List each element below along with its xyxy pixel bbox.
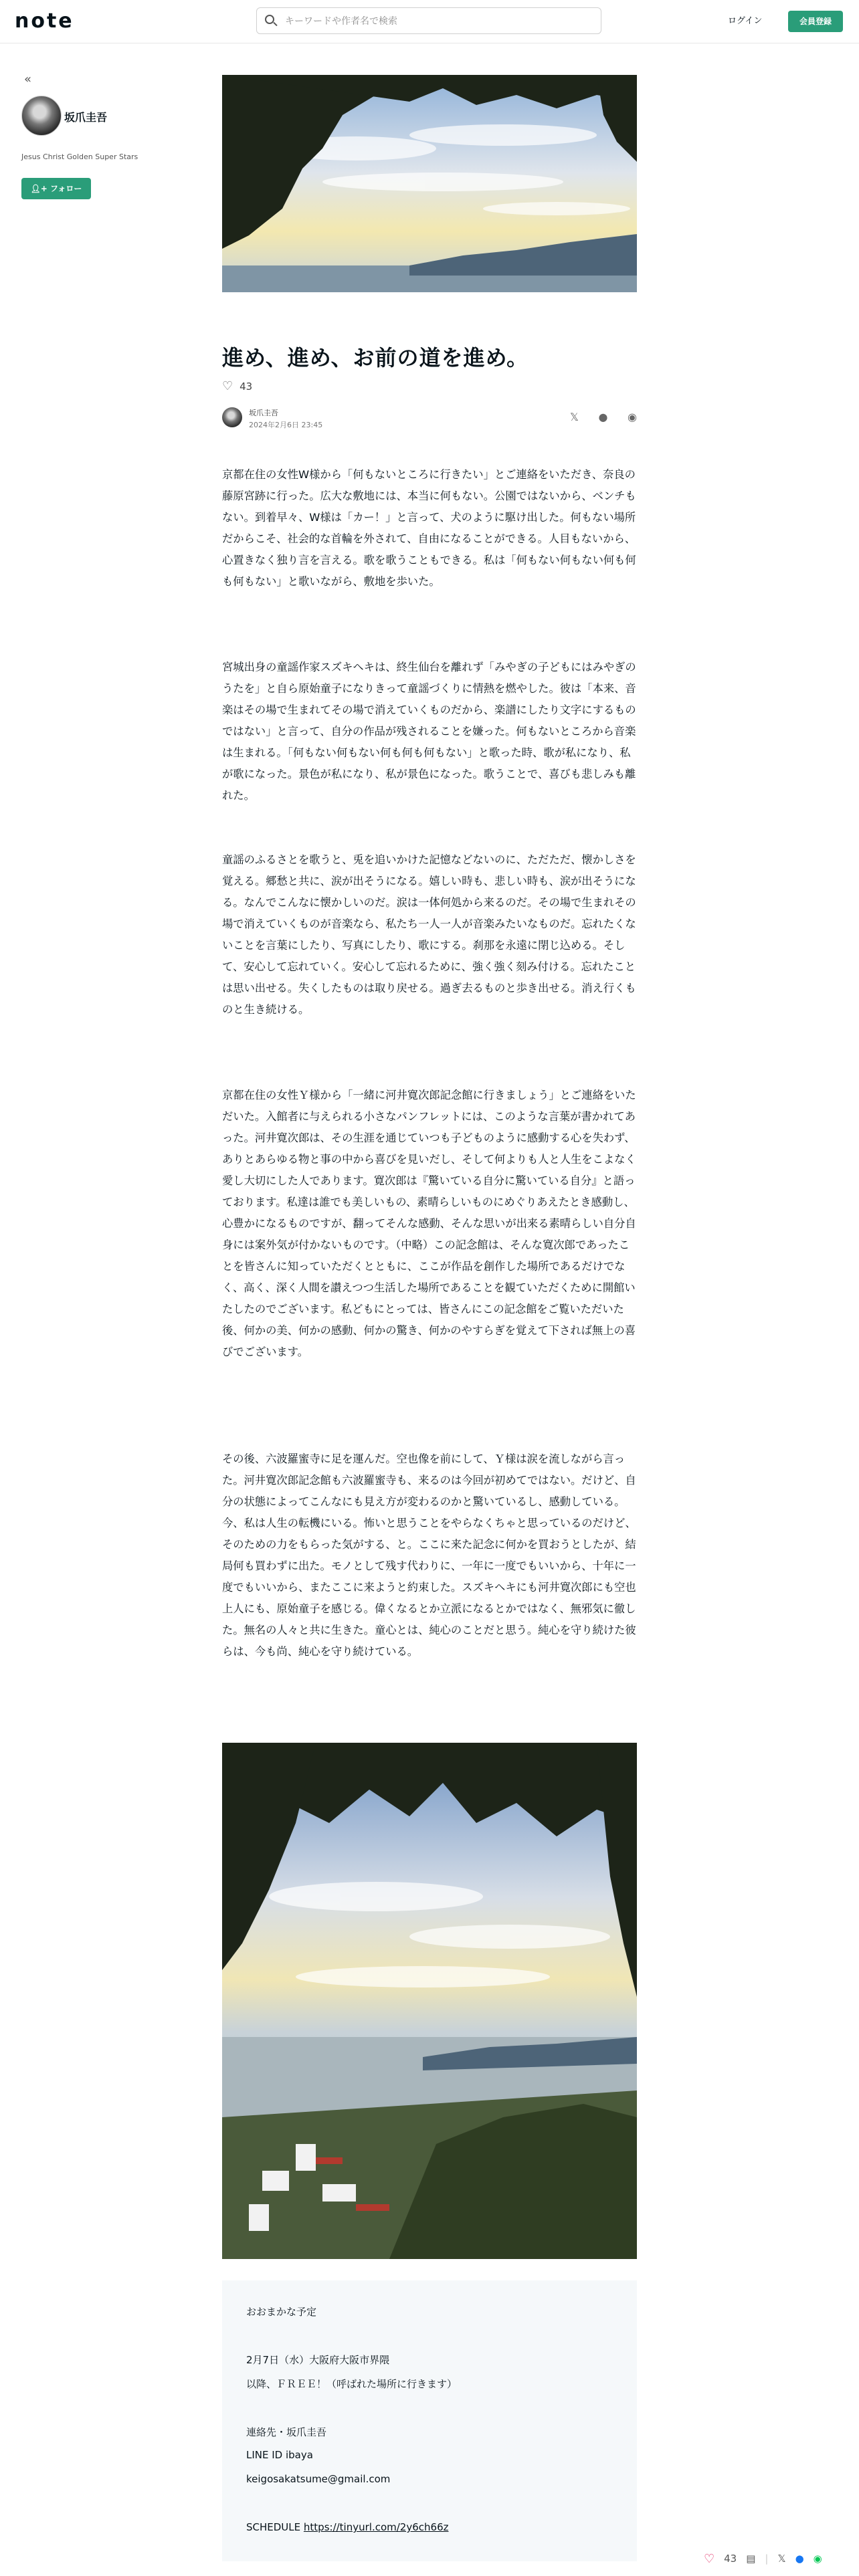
heart-icon[interactable]: ♡ [704, 2551, 715, 2566]
note-logo[interactable]: note [15, 9, 74, 33]
schedule-item: 2月7日（水）大阪府大阪市界隈 [246, 2354, 390, 2366]
schedule-prefix: SCHEDULE [246, 2521, 301, 2533]
author-avatar[interactable] [21, 96, 62, 136]
article-paragraph: 京都在住の女性W様から「何もないところに行きたい」とご連絡をいただき、奈良の藤原宮跡に行った。広大な敷地には、本当に何もない。公園ではないから、ベンチもない。到着早々、W様は「カー！」と言って、犬のように駆け出した。何もない場所だからこそ、社会的な首輪を外されて、自由になることができる。人目もないから、心置きなく独り言を言える。歌を歌うこともできる。私は「何もない何もない何も何も何もない」と歌いながら、敷地を歩いた。 [222, 468, 636, 588]
search-input[interactable] [284, 8, 594, 35]
collapse-sidebar-icon[interactable]: « [24, 72, 32, 86]
line-icon[interactable]: ◉ [813, 2553, 822, 2565]
line-id: LINE ID ibaya [246, 2449, 313, 2461]
follow-label: フォロー [50, 184, 82, 193]
facebook-icon[interactable]: ● [598, 411, 608, 423]
share-icons [570, 411, 637, 423]
article-paragraph: 宮城出身の童謡作家スズキヘキは、終生仙台を離れず「みやぎの子どもにはみやぎのうたを」と自ら原始童子になりきって童謡づくりに情熱を燃やした。彼は「本来、音楽はその場で生まれてその場で消えていくものだから、楽譜にしたり文字にするものではない」と言って、自分の作品が残されることを嫌った。何もないところから音楽は生まれる。「何もない何もない何も何も何もない」と歌った時、歌が私になり、私が歌になった。景色が私になり、私が景色になった。歌うことで、喜びも悲しみも離れた。 [222, 661, 636, 802]
contact-label: 連絡先・坂爪圭吾 [246, 2426, 327, 2438]
like-count-value: 43 [240, 381, 253, 393]
schedule-link-row [246, 2521, 448, 2533]
heart-icon[interactable]: ♡ [222, 379, 233, 393]
publish-date: 2024年2月6日 23:45 [249, 421, 323, 429]
article-title: 進め、進め、お前の道を進め。 [222, 345, 529, 370]
author-bio: Jesus Christ Golden Super Stars [21, 152, 138, 161]
magazine-icon[interactable]: ▤ [746, 2553, 756, 2565]
share-divider: | [765, 2553, 769, 2565]
x-logo-icon[interactable]: 𝕏 [777, 2553, 786, 2565]
info-heading: おおまかな予定 [246, 2306, 317, 2318]
author-name[interactable]: 坂爪圭吾 [64, 111, 108, 124]
article-paragraph: 京都在住の女性Ｙ様から「一緒に河井寛次郎記念館に行きましょう」とご連絡をいただいた。入館者に与えられる小さなパンフレットには、このような言葉が書かれてあった。河井寛次郎は、その生涯を通じていつも子どものように感動する心を失わず、ありとあらゆる物と事の中から喜びを見いだし、そして何よりも人と人生をこよなく愛し大切にした人であります。寛次郎は『驚いている自分に驚いている自分』と語っております。私達は誰でも美しいもの、素晴らしいものにめぐりあえたとき感動し、心豊かになるものですが、翻ってそんな感動、そんな思いが出来る素晴らしい自分自身には案外気が付かないものです。（中略）この記念館は、そんな寛次郎であったことを皆さんに知っていただくとともに、ここが作品を創作した場所であるだけでなく、高く、深く人間を讃えつつ生活した場所であることを観ていただくために開館いたしたのでございます。私どもにとっては、皆さんにこの記念館をご覧いただいた後、何かの美、何かの感動、何かの驚き、何かのやすらぎを覚えて下されば無上の喜びでございます。 [222, 1089, 636, 1358]
site-header [0, 0, 859, 43]
login-button[interactable]: ログイン [728, 16, 763, 26]
bottom-action-bar [704, 2549, 852, 2568]
coastal-sky-photo [222, 75, 637, 292]
facebook-icon[interactable]: ● [795, 2553, 804, 2565]
schedule-item: 以降、ＦＲＥＥ！（呼ばれた場所に行きます） [246, 2378, 458, 2390]
search-icon [265, 15, 274, 24]
x-logo-icon[interactable]: 𝕏 [570, 411, 579, 423]
schedule-link[interactable]: https://tinyurl.com/2y6ch66z [303, 2521, 449, 2533]
header-image [222, 75, 637, 292]
search-box[interactable] [256, 7, 601, 34]
byline-author[interactable]: 坂爪圭吾 [249, 409, 278, 417]
article-image [222, 1743, 637, 2259]
byline-avatar[interactable] [222, 407, 242, 427]
like-count[interactable] [222, 379, 252, 393]
follow-button[interactable] [21, 178, 91, 199]
article-paragraph: その後、六波羅蜜寺に足を運んだ。空也像を前にして、Ｙ様は涙を流しながら言った。河井寛次郎記念館も六波羅蜜寺も、来るのは今回が初めてではない。だけど、自分の状態によってこんなにも見え方が変わるのかと驚いているし、感動している。今、私は人生の転機にいる。怖いと思うことをやらなくちゃと思っているのだけど、そのための力をもらった気がする、と。ここに来た記念に何かを買おうとしたが、結局何も買わずに出た。モノとして残す代わりに、一年に一度でもいいから、十年に一度でもいいから、またここに来ようと約束した。スズキヘキにも河井寛次郎にも空也上人にも、原始童子を感じる。偉くなるとか立派になるとかではなく、無邪気に徹した。無名の人々と共に生きた。童心とは、純心のことだと思う。純心を守り続けた彼らは、今も尚、純心を守り続けている。 [222, 1453, 636, 1658]
schedule-info-box [222, 2280, 637, 2561]
bottom-like-count: 43 [724, 2553, 737, 2565]
signup-button[interactable]: 会員登録 [788, 11, 843, 32]
article-paragraph: 童謡のふるさとを歌うと、兎を追いかけた記憶などないのに、ただただ、懐かしさを覚える。郷愁と共に、涙が出そうになる。嬉しい時も、悲しい時も、涙が出そうになる。なんでこんなに懐かしいのだ。涙は一体何処から来るのだ。その場で生まれその場で消えていくものが音楽なら、私たち一人一人が音楽みたいなものだ。忘れたくないことを言葉にしたり、写真にしたり、歌にする。刹那を永遠に閉じ込める。そして、安心して忘れていく。安心して忘れるために、強く強く刻み付ける。忘れたことは思い出せる。失くしたものは取り戻せる。過ぎ去るものと歩き出せる。消え行くものと生き続ける。 [222, 853, 636, 1016]
line-icon[interactable]: ◉ [628, 411, 637, 423]
coastal-town-photo [222, 1743, 637, 2259]
contact-email: keigosakatsume@gmail.com [246, 2473, 391, 2485]
user-plus-icon: 👤︎+ [30, 184, 47, 193]
